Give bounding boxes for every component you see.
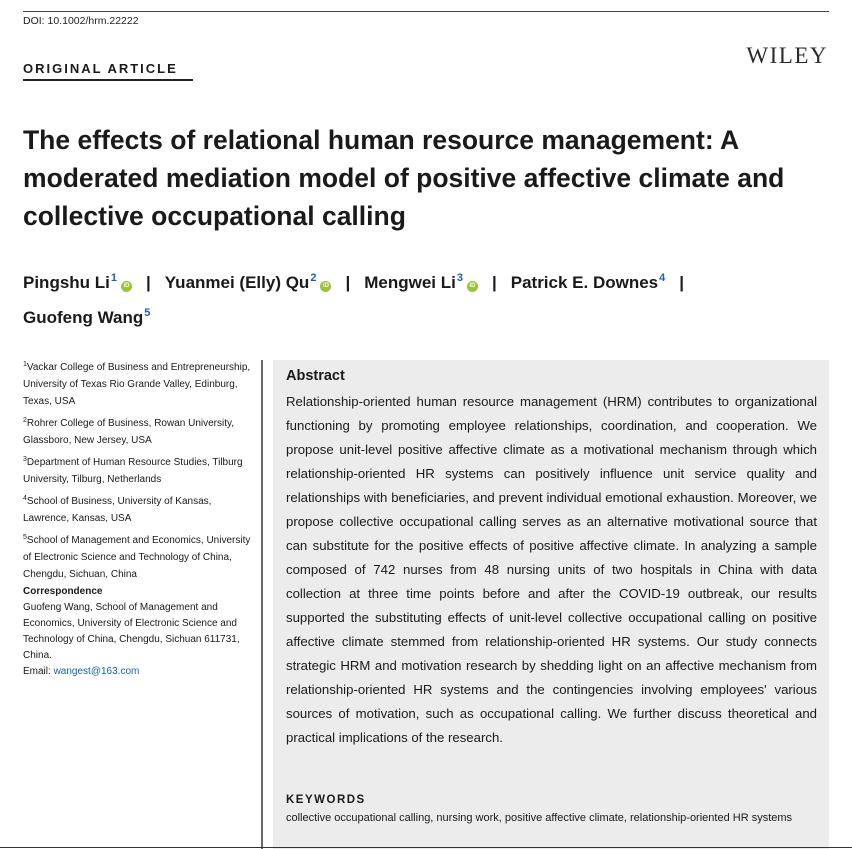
abstract-text: Relationship-oriented human resource management (HRM) contributes to organizational functioning by promoting employee relationships, coordination, and cooperation. We propose unit-level positive affective climate as a motivational mechanism through which relationship-oriented HR systems can positively influence unit service quality and relationships with beneficiaries, and prevent individual emotional exhaustion. Moreover, we propose collective occupational calling serves as an alternative motivational source that can substitute for the positive effects of positive affective climate. In analyzing a sample composed of 742 nurses from 48 nursing units of two hospitals in China with data collection at three time points before and after the COVID-19 outbreak, our results supported the substituting effects of unit-level collective occupational calling on positive affective climate stemmed from relationship-oriented HR systems. Our study connects strategic HRM and motivation research by shedding light on an affective mechanism from relationship-oriented HR systems and the contingencies involving employees' various sources of motivation, such as occupational calling. We further discuss theoretical and practical implications of the research. [286, 394, 817, 745]
publisher-logo: WILEY [746, 43, 828, 68]
keywords-text: collective occupational calling, nursing work, positive affective climate, relationship-oriented HR systems [286, 812, 793, 824]
author-name[interactable]: Guofeng Wang [23, 308, 144, 327]
author-affiliation-number: 4 [659, 272, 666, 284]
doi[interactable]: DOI: 10.1002/hrm.22222 [23, 15, 139, 27]
affiliation-number: 1 [23, 361, 27, 368]
author[interactable] [23, 308, 150, 327]
top-rule [23, 11, 829, 12]
orcid-icon[interactable]: iD [121, 281, 132, 292]
affiliation-text: Department of Human Resource Studies, Tilburg University, Tilburg, Netherlands [23, 457, 243, 485]
affiliation-text: Vackar College of Business and Entrepreneurship, University of Texas Rio Grande Valley, Edinburg, Texas, USA [23, 362, 251, 407]
email-label: Email: [23, 666, 51, 677]
author-separator: | [679, 273, 685, 292]
author-name[interactable]: Mengwei Li [364, 273, 456, 292]
orcid-icon[interactable]: iD [467, 281, 478, 292]
correspondence-email [23, 664, 258, 680]
affiliation [23, 356, 258, 410]
section-label: ORIGINAL ARTICLE [23, 61, 178, 76]
affiliation-text: School of Management and Economics, University of Electronic Science and Technology of China, Chengdu, Sichuan, China [23, 535, 251, 580]
affiliation-number: 2 [23, 417, 27, 424]
author[interactable] [165, 273, 332, 292]
affiliations [23, 356, 258, 585]
author-name[interactable]: Pingshu Li [23, 273, 110, 292]
article-title: The effects of relational human resource management: A moderated mediation model of positive affective climate and collective occupational calling [23, 125, 785, 231]
bottom-rule [0, 847, 852, 848]
affiliation-text: Rohrer College of Business, Rowan University, Glassboro, New Jersey, USA [23, 418, 235, 446]
affiliation [23, 412, 258, 449]
author-name[interactable]: Patrick E. Downes [510, 273, 659, 292]
affiliation-text: School of Business, University of Kansas, Lawrence, Kansas, USA [23, 496, 212, 524]
affiliation [23, 451, 258, 488]
affiliation-number: 3 [23, 456, 27, 463]
correspondence-heading: Correspondence [23, 586, 103, 597]
correspondence [23, 584, 258, 680]
affiliation [23, 529, 258, 583]
correspondence-body: Guofeng Wang, School of Management and Economics, University of Electronic Science and Technology of China, Chengdu, Sichuan 611731, China. [23, 602, 240, 661]
affiliation-number: 4 [23, 495, 27, 502]
affiliation [23, 490, 258, 527]
email-link[interactable]: wangest@163.com [53, 666, 140, 677]
author-separator: | [345, 273, 351, 292]
author[interactable] [511, 273, 666, 292]
author-separator: | [491, 273, 497, 292]
author-list [23, 263, 823, 333]
author-affiliation-number: 3 [456, 272, 463, 284]
author-affiliation-number: 2 [310, 272, 317, 284]
keywords-heading: KEYWORDS [286, 794, 366, 806]
author[interactable] [364, 273, 478, 292]
abstract-heading: Abstract [286, 368, 345, 384]
author-affiliation-number: 1 [110, 272, 118, 284]
author[interactable] [23, 273, 132, 292]
author-affiliation-number: 5 [144, 307, 151, 319]
author-separator: | [146, 273, 151, 292]
orcid-icon[interactable]: iD [320, 281, 331, 292]
section-underline [23, 79, 193, 81]
author-name[interactable]: Yuanmei (Elly) Qu [164, 273, 310, 292]
column-divider [261, 360, 263, 849]
affiliation-number: 5 [23, 534, 27, 541]
